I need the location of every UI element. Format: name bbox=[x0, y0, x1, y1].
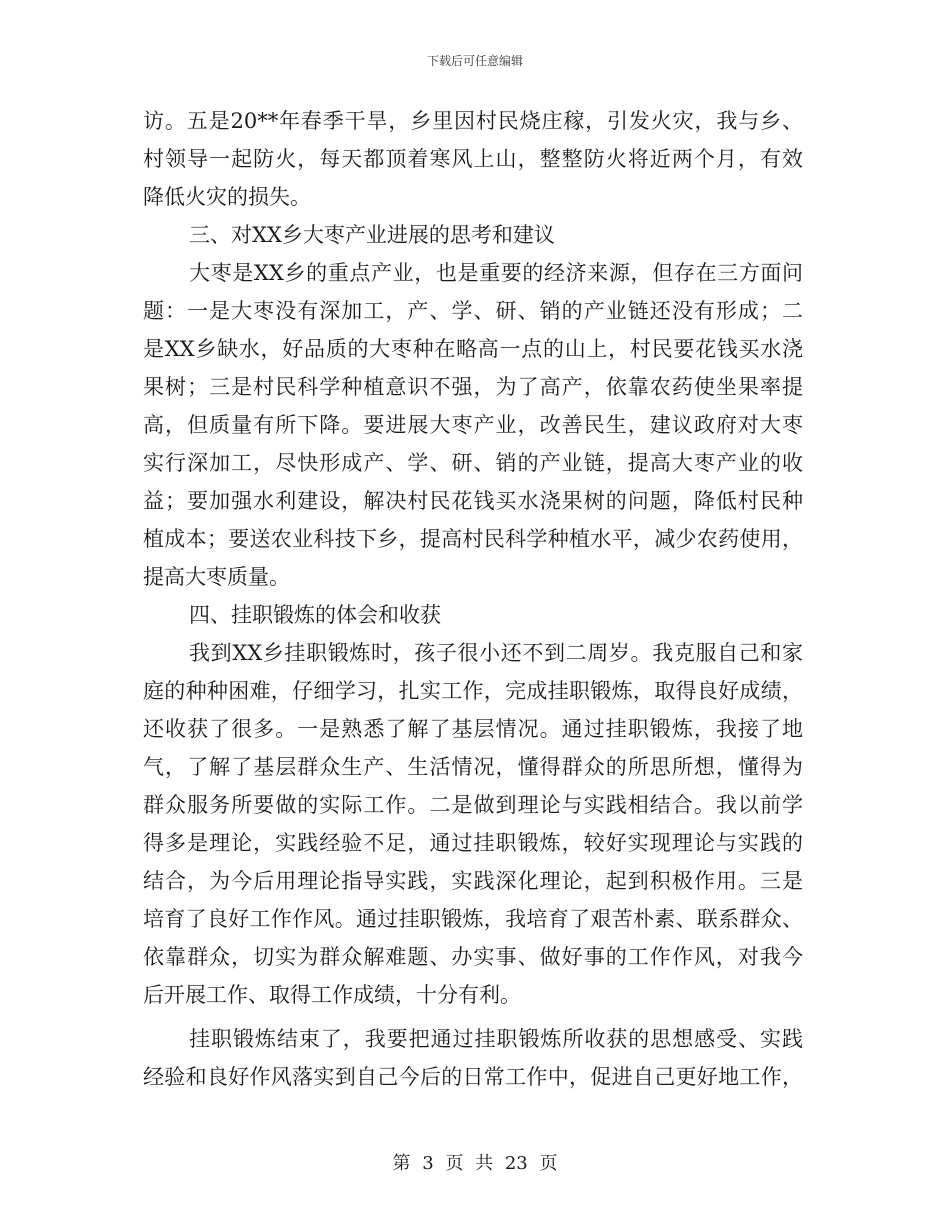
paragraph bbox=[143, 634, 803, 1014]
text-line: 提高大枣质量。 bbox=[143, 565, 290, 589]
text-line: 依靠群众，切实为群众解难题、办实事、做好事的工作作风，对我今 bbox=[143, 945, 803, 969]
text-line: 大枣是XX乡的重点产业，也是重要的经济来源，但存在三方面问 bbox=[189, 261, 803, 285]
text-line: 访。五是20**年春季干旱，乡里因村民烧庄稼，引发火灾，我与乡、 bbox=[143, 109, 803, 133]
text-line: 气，了解了基层群众生产、生活情况，懂得群众的所思所想，懂得为 bbox=[143, 755, 803, 779]
text-line: 是XX乡缺水，好品质的大枣种在略高一点的山上，村民要花钱买水浇 bbox=[143, 337, 803, 361]
text-line: 挂职锻炼结束了，我要把通过挂职锻炼所收获的思想感受、实践 bbox=[189, 1027, 803, 1051]
text-line: 降低火灾的损失。 bbox=[143, 185, 311, 209]
text-line: 群众服务所要做的实际工作。二是做到理论与实践相结合。我以前学 bbox=[143, 793, 803, 817]
text-line: 得多是理论，实践经验不足，通过挂职锻炼，较好实现理论与实践的 bbox=[143, 831, 803, 855]
page-number-footer: 第 3 页 共 23 页 bbox=[392, 1153, 558, 1174]
page-header: 下载后可任意编辑 bbox=[426, 54, 523, 68]
text-line: 庭的种种困难，仔细学习，扎实工作，完成挂职锻炼，取得良好成绩， bbox=[143, 679, 803, 703]
document-body bbox=[143, 102, 803, 1096]
paragraph bbox=[143, 254, 803, 596]
text-line: 我到XX乡挂职锻炼时，孩子很小还不到二周岁。我克服自己和家 bbox=[189, 641, 803, 665]
section-heading-text: 四、挂职锻炼的体会和收获 bbox=[189, 603, 441, 627]
paragraph bbox=[143, 102, 803, 216]
text-line: 培育了良好工作作风。通过挂职锻炼，我培育了艰苦朴素、联系群众、 bbox=[143, 907, 803, 931]
paragraph bbox=[143, 1020, 803, 1096]
text-line: 后开展工作、取得工作成绩，十分有利。 bbox=[143, 983, 521, 1007]
text-line: 高，但质量有所下降。要进展大枣产业，改善民生，建议政府对大枣 bbox=[143, 413, 803, 437]
text-line: 实行深加工，尽快形成产、学、研、销的产业链，提高大枣产业的收 bbox=[143, 451, 803, 475]
section-heading bbox=[143, 596, 803, 634]
text-line: 果树；三是村民科学种植意识不强，为了高产，依靠农药使坐果率提 bbox=[143, 375, 803, 399]
text-line: 结合，为今后用理论指导实践，实践深化理论，起到积极作用。三是 bbox=[143, 869, 803, 893]
text-line: 还收获了很多。一是熟悉了解了基层情况。通过挂职锻炼，我接了地 bbox=[143, 717, 803, 741]
text-line: 题：一是大枣没有深加工，产、学、研、销的产业链还没有形成；二 bbox=[143, 299, 803, 323]
text-line: 植成本；要送农业科技下乡，提高村民科学种植水平，减少农药使用， bbox=[143, 527, 803, 551]
section-heading bbox=[143, 216, 803, 254]
text-line: 经验和良好作风落实到自己今后的日常工作中，促进自己更好地工作， bbox=[143, 1065, 803, 1089]
text-line: 益；要加强水利建设，解决村民花钱买水浇果树的问题，降低村民种 bbox=[143, 489, 803, 513]
text-line: 村领导一起防火，每天都顶着寒风上山，整整防火将近两个月，有效 bbox=[143, 147, 803, 171]
section-heading-text: 三、对XX乡大枣产业进展的思考和建议 bbox=[189, 223, 555, 247]
